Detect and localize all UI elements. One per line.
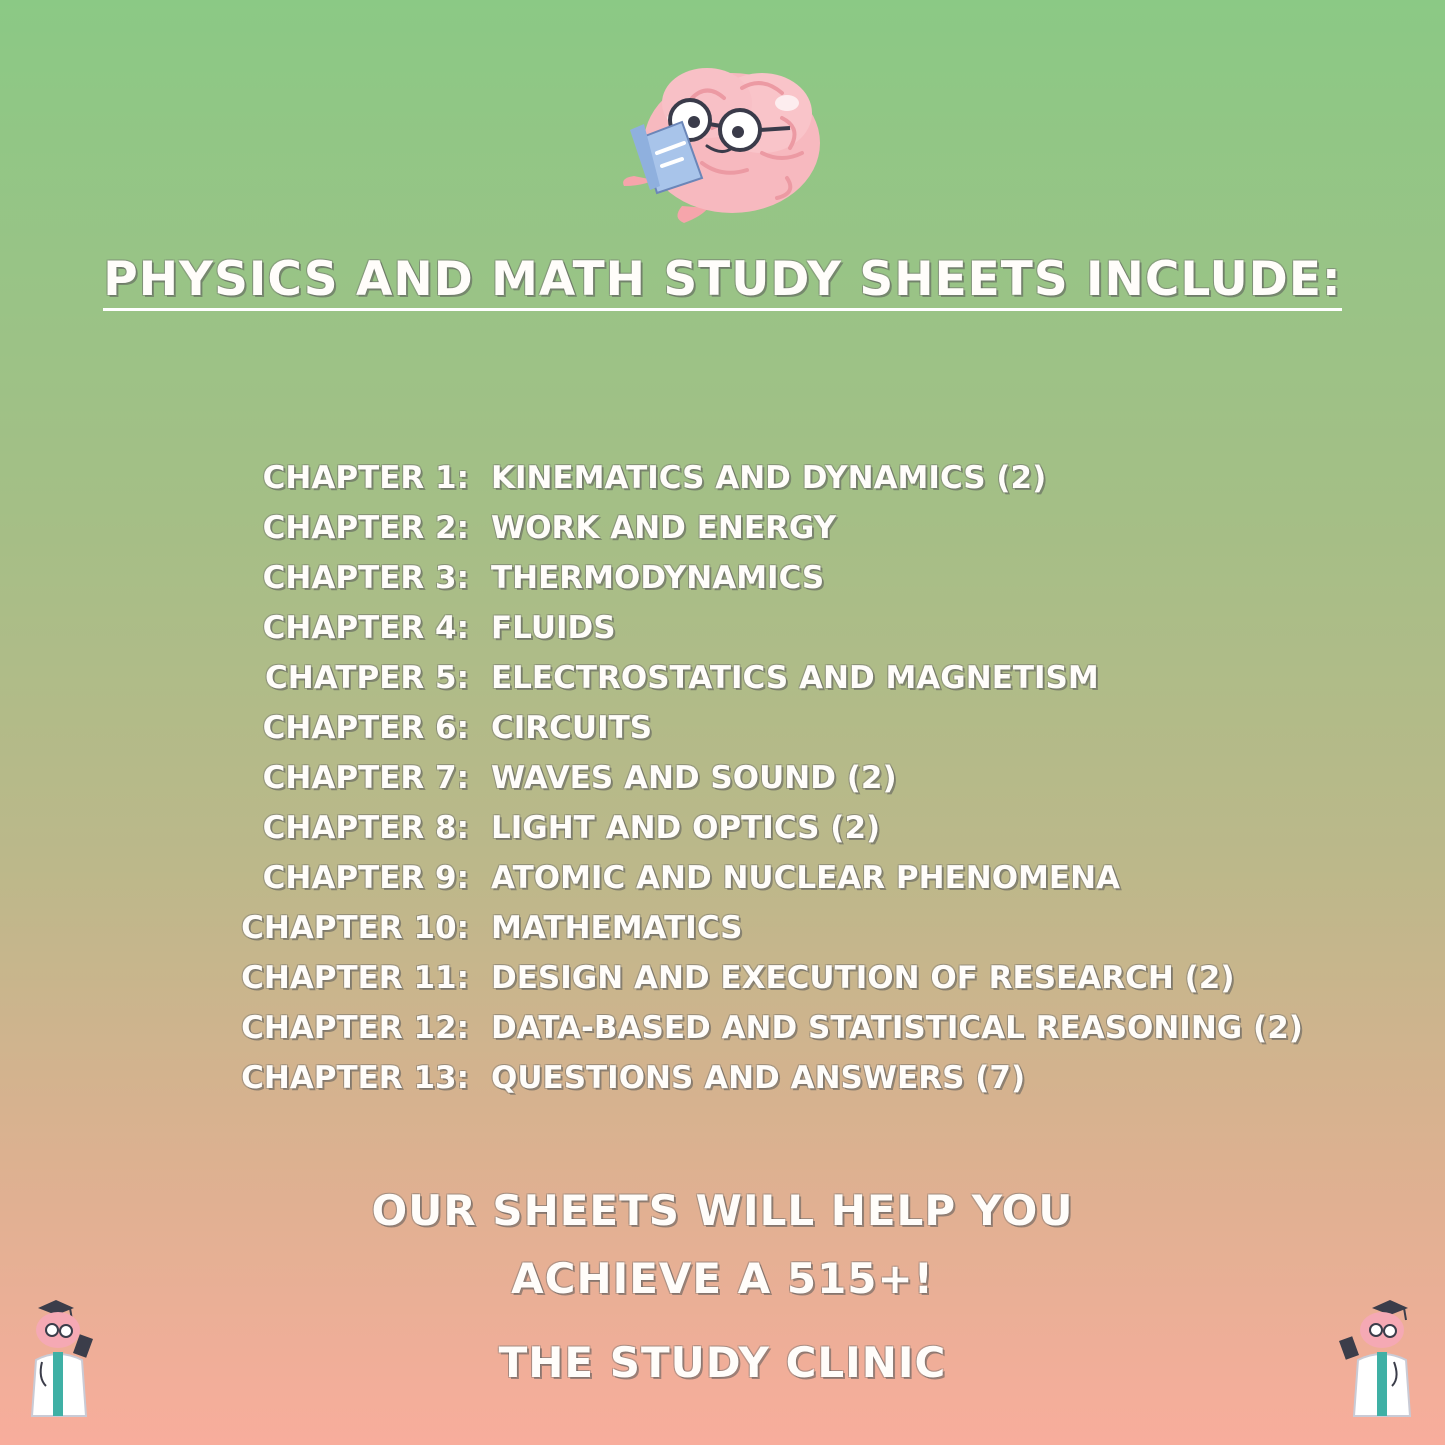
brain-reading-book-icon	[612, 58, 842, 228]
chapter-number: CHAPTER 3:	[262, 560, 469, 596]
chapter-topic: DESIGN AND EXECUTION OF RESEARCH (2)	[491, 960, 1235, 996]
brain-doctor-graduate-icon	[30, 1298, 110, 1426]
chapter-topic: QUESTIONS AND ANSWERS (7)	[491, 1060, 1026, 1096]
brand-name: THE STUDY CLINIC	[498, 1338, 947, 1387]
chapter-topic: MATHEMATICS	[491, 910, 743, 946]
chapter-number: CHAPTER 6:	[262, 710, 469, 746]
chapter-number: CHATPER 5:	[265, 660, 469, 696]
chapter-topic: LIGHT AND OPTICS (2)	[491, 810, 881, 846]
chapter-number: CHAPTER 12:	[241, 1010, 469, 1046]
chapter-row	[0, 860, 1445, 906]
page-title: PHYSICS AND MATH STUDY SHEETS INCLUDE:	[0, 252, 1445, 307]
chapter-topic: DATA-BASED AND STATISTICAL REASONING (2)	[491, 1010, 1303, 1046]
chapter-topic: CIRCUITS	[491, 710, 653, 746]
chapter-row	[0, 1010, 1445, 1056]
chapter-row	[0, 710, 1445, 756]
chapter-row	[0, 560, 1445, 606]
chapter-row	[0, 910, 1445, 956]
chapter-topic: THERMODYNAMICS	[491, 560, 825, 596]
promo-line-2: ACHIEVE A 515+!	[511, 1254, 934, 1303]
chapter-number: CHAPTER 8:	[262, 810, 469, 846]
chapter-number: CHAPTER 2:	[262, 510, 469, 546]
chapter-number: CHAPTER 9:	[262, 860, 469, 896]
chapter-topic: WAVES AND SOUND (2)	[491, 760, 897, 796]
chapter-row	[0, 660, 1445, 706]
promo-line-1: OUR SHEETS WILL HELP YOU	[371, 1186, 1074, 1235]
chapter-number: CHAPTER 7:	[262, 760, 469, 796]
chapter-row	[0, 460, 1445, 506]
chapter-number: CHAPTER 1:	[262, 460, 469, 496]
chapter-row	[0, 810, 1445, 856]
chapter-topic: FLUIDS	[491, 610, 616, 646]
chapter-number: CHAPTER 10:	[241, 910, 469, 946]
chapter-topic: ATOMIC AND NUCLEAR PHENOMENA	[491, 860, 1121, 896]
chapter-number: CHAPTER 11:	[241, 960, 469, 996]
chapter-number: CHAPTER 13:	[241, 1060, 469, 1096]
chapter-topic: WORK AND ENERGY	[491, 510, 837, 546]
chapter-row	[0, 760, 1445, 806]
chapter-row	[0, 510, 1445, 556]
chapter-row	[0, 960, 1445, 1006]
chapter-number: CHAPTER 4:	[262, 610, 469, 646]
brain-doctor-graduate-icon	[1336, 1298, 1416, 1426]
chapter-row	[0, 610, 1445, 656]
chapter-topic: KINEMATICS AND DYNAMICS (2)	[491, 460, 1047, 496]
chapter-topic: ELECTROSTATICS AND MAGNETISM	[491, 660, 1099, 696]
chapter-row	[0, 1060, 1445, 1106]
